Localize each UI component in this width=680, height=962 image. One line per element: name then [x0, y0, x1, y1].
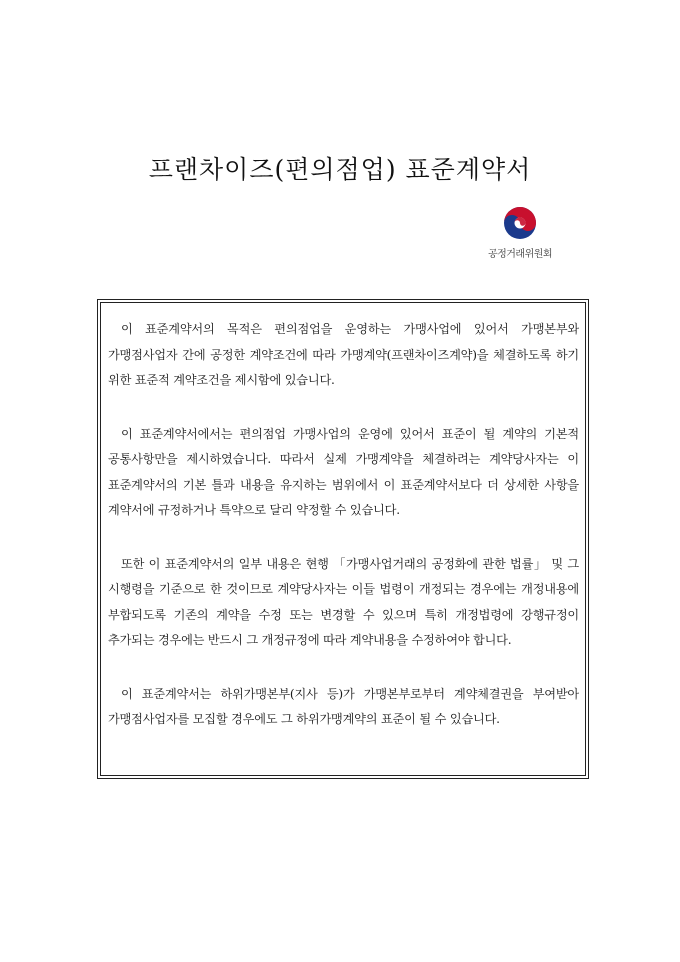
ftc-emblem-icon [501, 204, 539, 242]
notice-paragraph-4: 이 표준계약서는 하위가맹본부(지사 등)가 가맹본부로부터 계약체결권을 부여받아 가맹점사업자를 모집할 경우에도 그 하위가맹계약의 표준이 될 수 있습니다. [108, 686, 579, 726]
document-title: 프랜차이즈(편의점업) 표준계약서 [148, 155, 532, 184]
notice-paragraph-2: 이 표준계약서에서는 편의점업 가맹사업의 운영에 있어서 표준이 될 계약의 기본적 공통사항만을 제시하였습니다. 따라서 실제 가맹계약을 체결하려는 계약당사자는 이 표준계약서의 기본 틀과 내용을 유지하는 범위에서 이 표준계약서보다 더 상세한 사항을 계약서에 규정하거나 특약으로 달리 약정할 수 있습니다. [108, 426, 579, 517]
logo-text: 공정거래위원회 [487, 249, 553, 260]
ftc-logo [470, 204, 570, 260]
notice-paragraph-3: 또한 이 표준계약서의 일부 내용은 현행 「가맹사업거래의 공정화에 관한 법률」 및 그 시행령을 기준으로 한 것이므로 계약당사자는 이들 법령이 개정되는 경우에는 개정내용에 부합되도록 기존의 계약을 수정 또는 변경할 수 있으며 특히 개정법령에 강행규정이 추가되는 경우에는 반드시 그 개정규정에 따라 계약내용을 수정하여야 합니다. [108, 556, 579, 647]
notice-box [100, 302, 586, 776]
notice-paragraph-1: 이 표준계약서의 목적은 편의점업을 운영하는 가맹사업에 있어서 가맹본부와 가맹점사업자 간에 공정한 계약조건에 따라 가맹계약(프랜차이즈계약)을 체결하도록 하기 위한 표준적 계약조건을 제시함에 있습니다. [108, 322, 579, 387]
